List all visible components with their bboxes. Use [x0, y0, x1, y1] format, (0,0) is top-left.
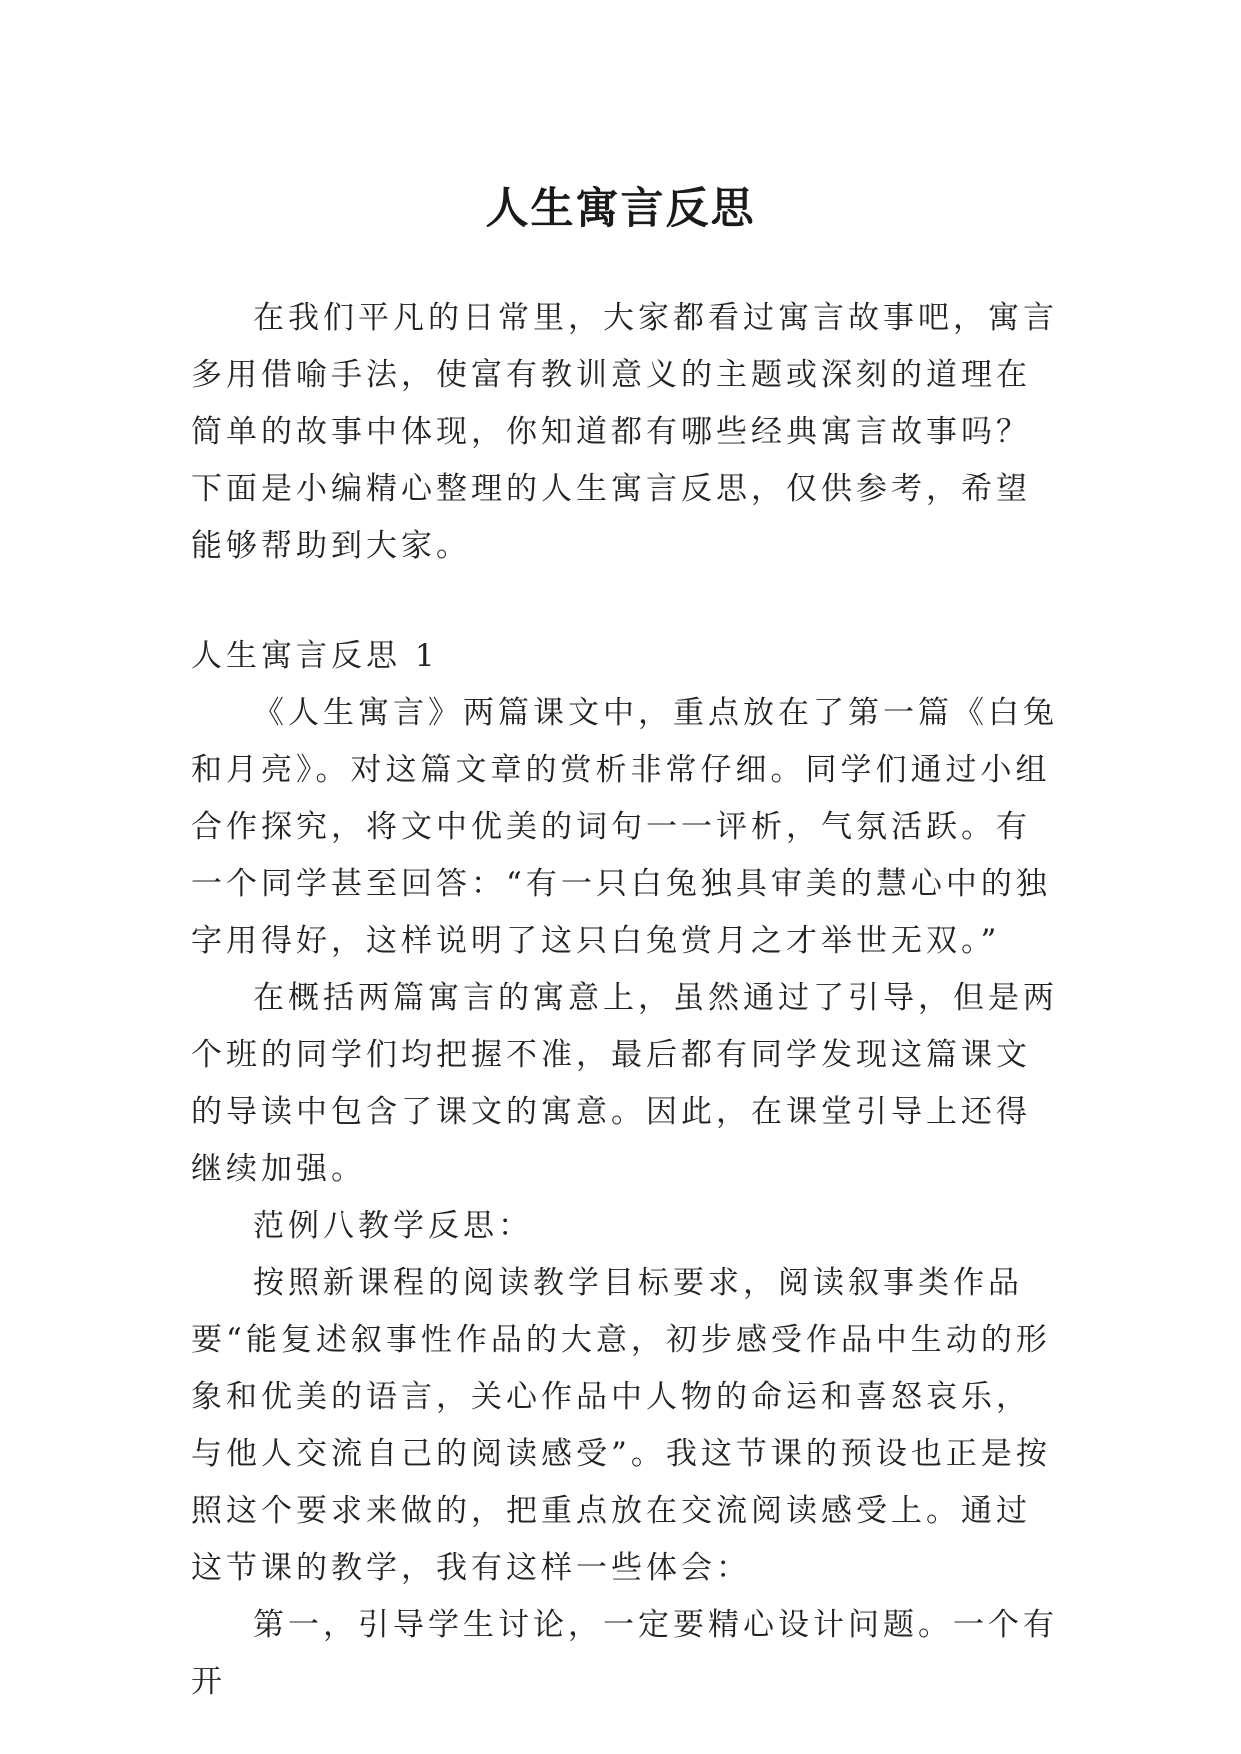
body-paragraph: 范例八教学反思： — [253, 1208, 533, 1244]
paragraph-gap — [191, 575, 1061, 628]
document-body — [191, 290, 1061, 1711]
document-title: 人生寓言反思 — [485, 183, 756, 234]
body-paragraph: 在概括两篇寓言的寓意上，虽然通过了引导，但是两个班的同学们均把握不准，最后都有同学发现这篇课文的导读中包含了课文的寓意。因此，在课堂引导上还得继续加强。 — [191, 980, 1058, 1187]
body-paragraph: 第一，引导学生讨论，一定要精心设计问题。一个有开 — [191, 1607, 1058, 1700]
section-heading: 人生寓言反思 1 — [191, 638, 439, 674]
body-paragraph: 按照新课程的阅读教学目标要求，阅读叙事类作品要“能复述叙事性作品的大意，初步感受作品中生动的形象和优美的语言，关心作品中人物的命运和喜怒哀乐，与他人交流自己的阅读感受”。我这节课的预设也正是按照这个要求来做的，把重点放在交流阅读感受上。通过这节课的教学，我有这样一些体会： — [191, 1265, 1051, 1586]
body-paragraph: 《人生寓言》两篇课文中，重点放在了第一篇《白兔和月亮》。对这篇文章的赏析非常仔细。同学们通过小组合作探究，将文中优美的词句一一评析，气氛活跃。有一个同学甚至回答：“有一只白兔独具审美的慧心中的独字用得好，这样说明了这只白兔赏月之才举世无双。” — [191, 695, 1058, 959]
intro-paragraph: 在我们平凡的日常里，大家都看过寓言故事吧，寓言多用借喻手法，使富有教训意义的主题或深刻的道理在简单的故事中体现，你知道都有哪些经典寓言故事吗？下面是小编精心整理的人生寓言反思，仅供参考，希望能够帮助到大家。 — [191, 300, 1058, 564]
